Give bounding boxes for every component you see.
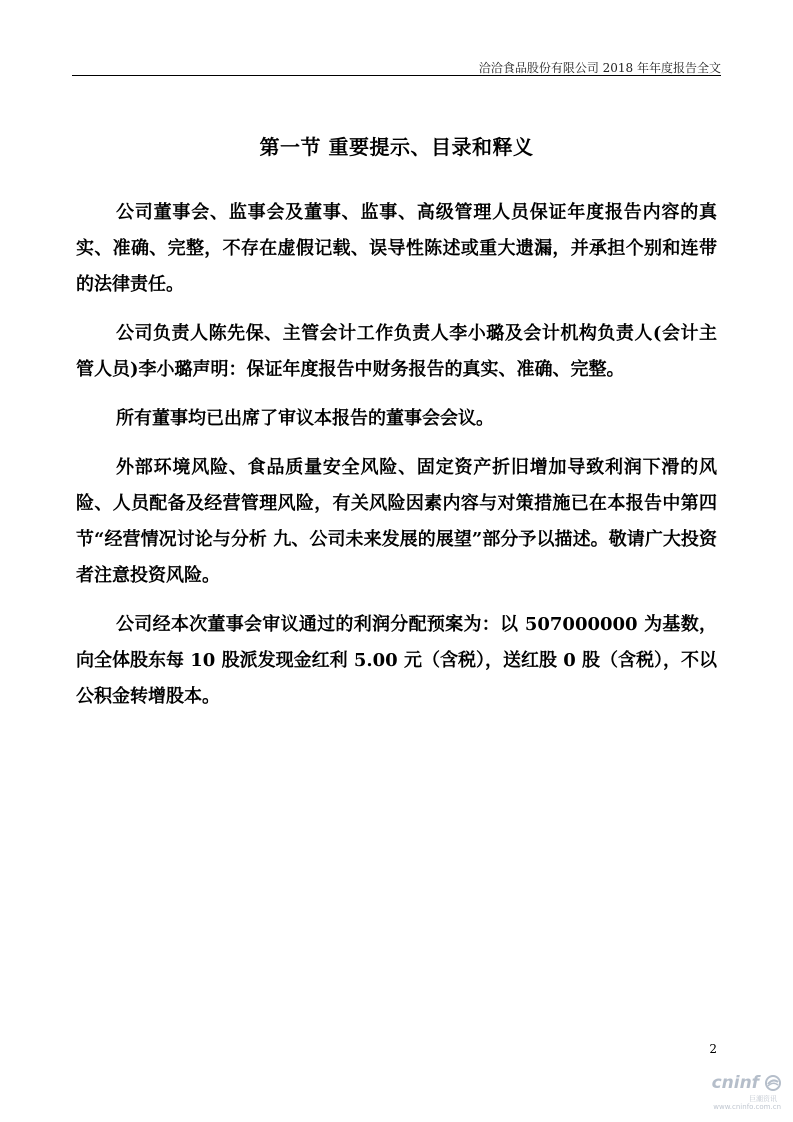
page-number: 2: [709, 1042, 717, 1056]
paragraph-board-attendance: 所有董事均已出席了审议本报告的董事会会议。: [116, 408, 494, 429]
paragraph-responsibility-statement: 公司董事会、监事会及董事、监事、高级管理人员保证年度报告内容的真实、准确、完整，不存在虚假记载、误导性陈述或重大遗漏，并承担个别和连带的法律责任。: [76, 202, 717, 295]
paragraph-financial-declaration: 公司负责人陈先保、主管会计工作负责人李小璐及会计机构负责人(会计主管人员)李小璐声明：保证年度报告中财务报告的真实、准确、完整。: [76, 323, 717, 380]
watermark-logo-text: cninf: [711, 1073, 760, 1093]
body-text: [76, 195, 717, 728]
paragraph-profit-distribution: 公司经本次董事会审议通过的利润分配预案为：以 507000000 为基数，向全体股东每 10 股派发现金红利 5.00 元（含税），送红股 0 股（含税），不以公积金转增股本。: [76, 614, 718, 707]
watermark-url: www.cninfo.com.cn: [713, 1103, 781, 1111]
header-title: 洽洽食品股份有限公司 2018 年年度报告全文: [478, 61, 721, 75]
cninfo-swirl-icon: [765, 1075, 781, 1091]
header-divider: [72, 75, 721, 76]
cninfo-watermark: [701, 1073, 781, 1115]
section-title: 第一节 重要提示、目录和释义: [259, 135, 534, 159]
watermark-subtitle: 巨潮资讯: [749, 1095, 777, 1103]
paragraph-risk-warning: 外部环境风险、食品质量安全风险、固定资产折旧增加导致利润下滑的风险、人员配备及经营管理风险，有关风险因素内容与对策措施已在本报告中第四节“经营情况讨论与分析 九、公司未来发展的展望”部分予以描述。敬请广大投资者注意投资风险。: [76, 457, 717, 586]
watermark-logo: [712, 1073, 781, 1093]
